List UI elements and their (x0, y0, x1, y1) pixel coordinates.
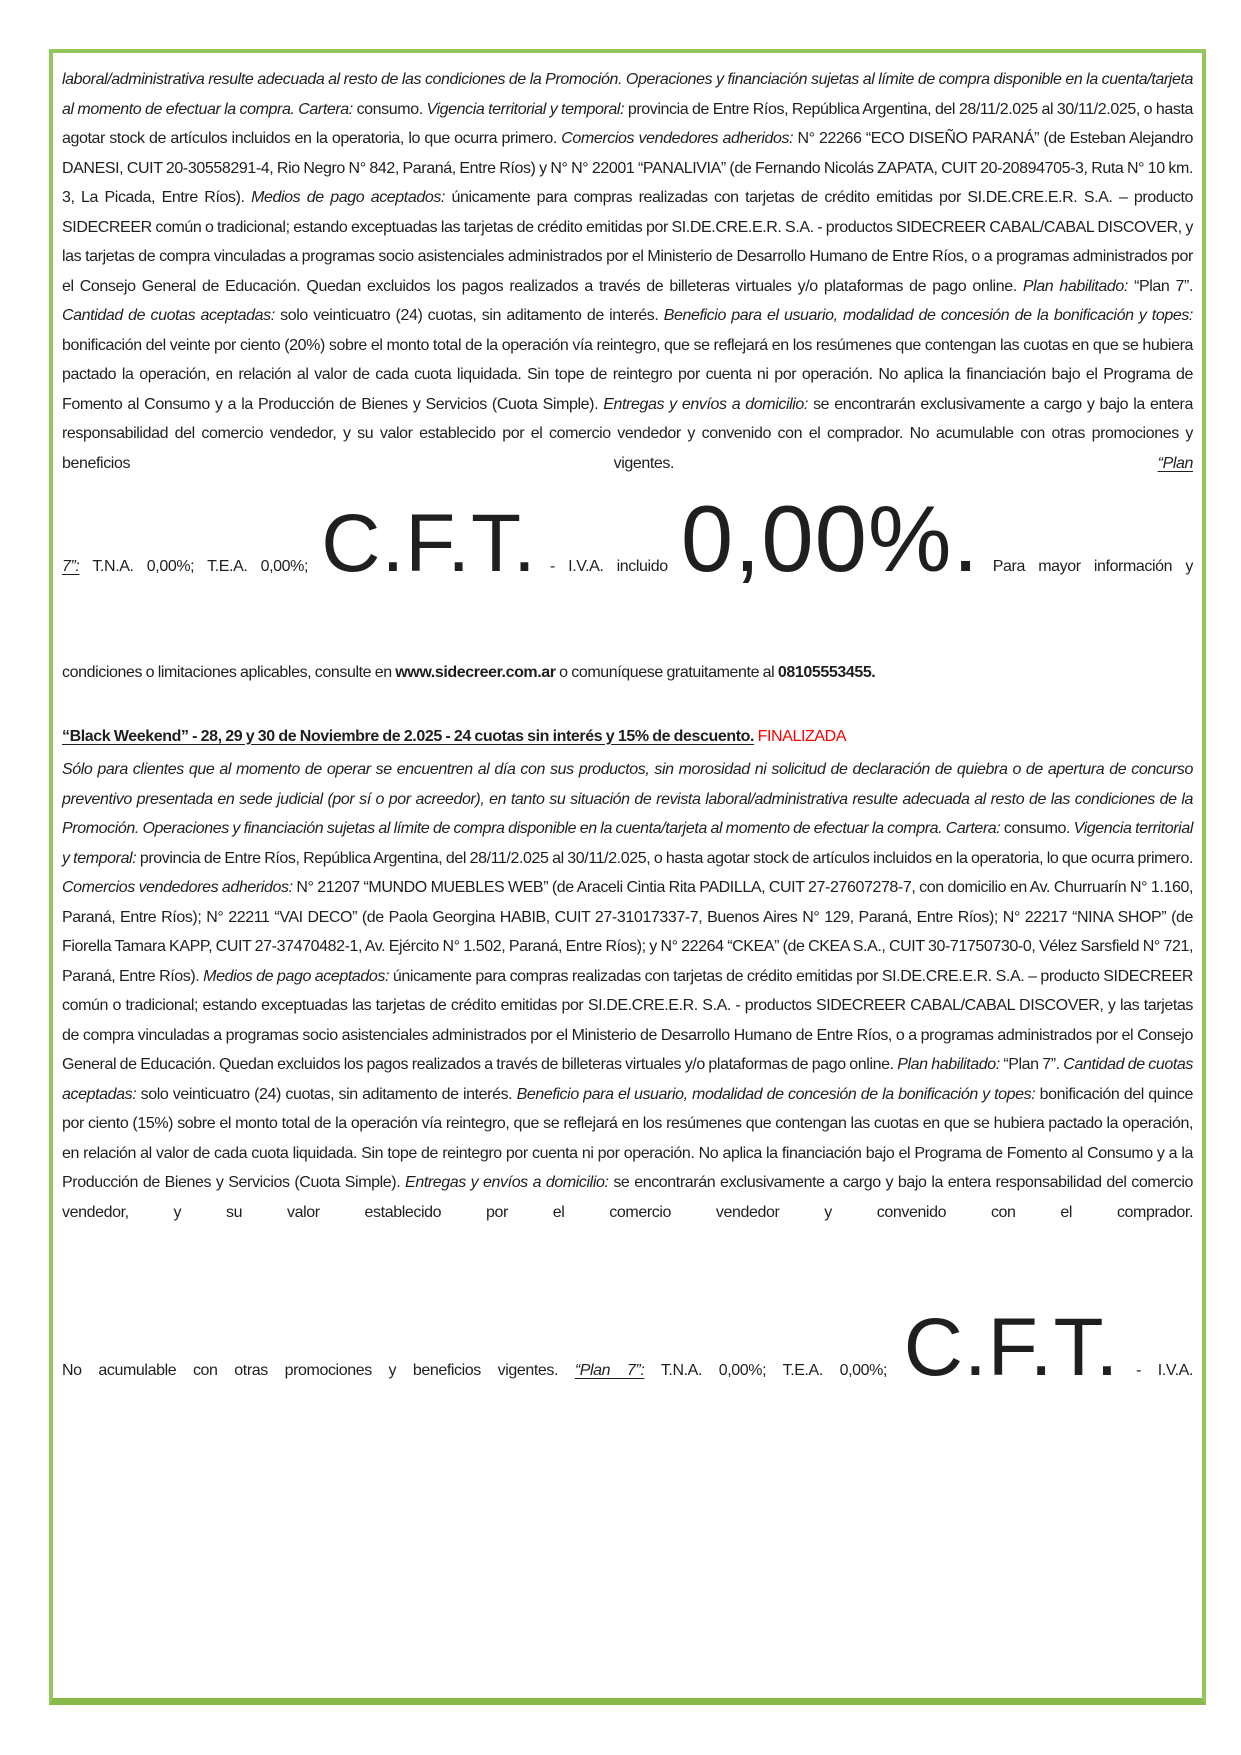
text-segment: Cantidad de cuotas aceptadas: (62, 307, 275, 324)
text-segment: - I.V.A. incluido (536, 558, 681, 575)
text-segment: Vigencia territorial y temporal: (62, 820, 1193, 867)
text-segment: Plan habilitado: (897, 1056, 1000, 1073)
text-segment: bonificación del veinte por ciento (20%) sobre el monto total de la operación vía reintegro, que se reflejará en los resúmenes que contengan las cuotas en que se hubiera pactado la operación, en relación al valor de cada cuota liquidada. Sin tope de reintegro por cuenta ni por operación. No aplica la financiación bajo el Programa de Fomento al Consumo y a la Producción de Bienes y Servicios (Cuota Simple). (62, 336, 1193, 413)
text-segment: Comercios vendedores adheridos: (62, 879, 293, 896)
text-segment: Medios de pago aceptados: (251, 189, 445, 206)
cft-line-2 (62, 1302, 1193, 1393)
text-segment: se encontrarán exclusivamente a cargo y bajo la entera responsabilidad del comercio vendedor, y su valor establecido por el comercio vendedor y convenido con el comprador. No acumulable con otras promociones y beneficios vigentes. (62, 395, 1193, 472)
text-segment: No acumulable con otras promociones y beneficios vigentes. (62, 1362, 575, 1379)
text-segment: Plan habilitado: (1022, 277, 1128, 295)
promo1-body-paragraph (62, 65, 1193, 478)
cft-line-1 (62, 486, 1193, 591)
text-segment: se encontrarán exclusivamente a cargo y bajo la entera responsabilidad del comercio vendedor, y su valor establecido por el comercio vendedor y convenido con el comprador. (62, 1174, 1193, 1221)
promo2-heading (62, 722, 1193, 752)
text-segment: N° 22266 “ECO DISEÑO PARANÁ” (de Esteban Alejandro DANESI, CUIT 20-30558291-4, Rio Negro N° 842, Paraná, Entre Ríos) y N° N° 22001 “PANALIVIA” (de Fernando Nicolás ZAPATA, CUIT 20-20894705-3, Ruta N° 10 km. 3, La Picada, Entre Ríos). (62, 130, 1193, 206)
text-segment: Beneficio para el usuario, modalidad de concesión de la bonificación y topes: (516, 1085, 1036, 1103)
text-segment: 7”: (62, 558, 80, 575)
text-segment: únicamente para compras realizadas con tarjetas de crédito emitidas por SI.DE.CRE.E.R. S.A. – producto SIDECREER común o tradicional; estando exceptuadas las tarjetas de crédito emitidas por SI.DE.CRE.E.R. S.A. - productos SIDECREER CABAL/CABAL DISCOVER, y las tarjetas de compra vinculadas a programas socio asistenciales administrados por el Ministerio de Desarrollo Humano de Entre Ríos, o a programas administrados por el Consejo General de Educación. Quedan excluidos los pagos realizados a través de billeteras virtuales y/o plataformas de pago online. (62, 189, 1193, 295)
text-segment: únicamente para compras realizadas con tarjetas de crédito emitidas por SI.DE.CRE.E.R. S.A. – producto SIDECREER común o tradicional; estando exceptuadas las tarjetas de crédito emitidas por SI.DE.CRE.E.R. S.A. - productos SIDECREER CABAL/CABAL DISCOVER, y las tarjetas de compra vinculadas a programas socio asistenciales administrados por el Ministerio de Desarrollo Humano de Entre Ríos, o a programas administrados por el Consejo General de Educación. Quedan excluidos los pagos realizados a través de billeteras virtuales y/o plataformas de pago online. (62, 967, 1194, 1073)
sidecreer-url[interactable]: www.sidecreer.com.ar (395, 664, 556, 681)
text-segment: Beneficio para el usuario, modalidad de concesión de la bonificación y topes: (663, 307, 1193, 324)
text-segment: Comercios vendedores adheridos: (561, 130, 794, 147)
text-segment: bonificación del quince por ciento (15%) sobre el monto total de la operación vía reintegro, que se reflejará en los resúmenes que contengan las cuotas en que se hubiera pactado la operación, en relación al valor de cada cuota liquidada. Sin tope de reintegro por cuenta ni por operación. No aplica la financiación bajo el Programa de Fomento al Consumo y a la Producción de Bienes y Servicios (Cuota Simple). (62, 1085, 1193, 1191)
text-segment: Vigencia territorial y temporal: (426, 100, 625, 118)
text-segment: Medios de pago aceptados: (203, 967, 390, 985)
text-segment: N° 21207 “MUNDO MUEBLES WEB” (de Araceli Cintia Rita PADILLA, CUIT 27-27607278-7, con domicilio en Av. Churruarín N° 1.160, Paraná, Entre Ríos); N° 22211 “VAI DECO” (de Paola Georgina HABIB, CUIT 27-31017337-7, Buenos Aires N° 129, Paraná, Entre Ríos); N° 22217 “NINA SHOP” (de Fiorella Tamara KAPP, CUIT 27-37470482-1, Av. Ejército N° 1.502, Paraná, Entre Ríos); y N° 22264 “CKEA” (de CKEA S.A., CUIT 30-71750730-0, Vélez Sarsfield N° 721, Paraná, Entre Ríos). (62, 879, 1193, 985)
promo2-body-paragraph (62, 755, 1193, 1227)
cft-label-large-2: C.F.T. (903, 1302, 1120, 1393)
text-segment: Entregas y envíos a domicilio: (405, 1174, 609, 1191)
phone-number: 08105553455. (777, 664, 876, 681)
text-segment: Para mayor información y (979, 558, 1193, 575)
finalizada-badge: FINALIZADA (757, 727, 847, 745)
text-segment: provincia de Entre Ríos, República Argentina, del 28/11/2.025 al 30/11/2.025, o hasta agotar stock de artículos incluidos en la operatoria, lo que ocurra primero. (62, 100, 1193, 147)
text-segment: solo veinticuatro (24) cuotas, sin aditamento de interés. (136, 1085, 517, 1103)
text-segment: condiciones o limitaciones aplicables, consulte en (62, 664, 396, 681)
text-segment: “Plan 7”: (574, 1362, 645, 1379)
text-segment: “Plan 7”. (1127, 277, 1194, 295)
text-segment: solo veinticuatro (24) cuotas, sin aditamento de interés. (274, 307, 664, 324)
text-segment: “Plan 7”. (999, 1056, 1064, 1073)
text-segment: T.N.A. 0,00%; T.E.A. 0,00%; (79, 558, 322, 575)
text-segment: Sólo para clientes que al momento de operar se encuentren al día con sus productos, sin morosidad ni solicitud de declaración de quiebra o de apertura de concurso preventivo presentada en sede judicial (por sí o por acreedor), en tanto su situación de revista laboral/administrativa resulte adecuada al resto de las condiciones de la Promoción. Operaciones y financiación sujetas al límite de compra disponible en la cuenta/tarjeta al momento de efectuar la compra. Cartera: (62, 761, 1193, 837)
text-segment: consumo. (352, 100, 427, 118)
cft-rate-large: 0,00%. (680, 486, 980, 591)
text-segment: consumo. (1000, 820, 1074, 837)
contact-line (62, 658, 1193, 688)
bordered-frame (49, 49, 1206, 1705)
text-segment: Cantidad de cuotas aceptadas: (62, 1056, 1194, 1103)
text-segment: o comuníquese gratuitamente al (555, 664, 778, 681)
promo2-title: “Black Weekend” - 28, 29 y 30 de Noviembre de 2.025 - 24 cuotas sin interés y 15% de descuento. (62, 727, 755, 745)
text-segment: - I.V.A. (1119, 1362, 1193, 1379)
text-segment: Entregas y envíos a domicilio: (603, 395, 808, 413)
text-segment: “Plan (1157, 454, 1193, 472)
text-segment: laboral/administrativa resulte adecuada al resto de las condiciones de la Promoción. Operaciones y financiación sujetas al límite de compra disponible en la cuenta/tarjeta al momento de efectuar la compra. Cartera: (62, 71, 1193, 118)
text-segment: provincia de Entre Ríos, República Argentina, del 28/11/2.025 al 30/11/2.025, o hasta agotar stock de artículos incluidos en la operatoria, lo que ocurra primero. (136, 849, 1193, 867)
text-segment: T.N.A. 0,00%; T.E.A. 0,00%; (644, 1362, 904, 1379)
cft-label-large-1: C.F.T. (321, 498, 537, 589)
